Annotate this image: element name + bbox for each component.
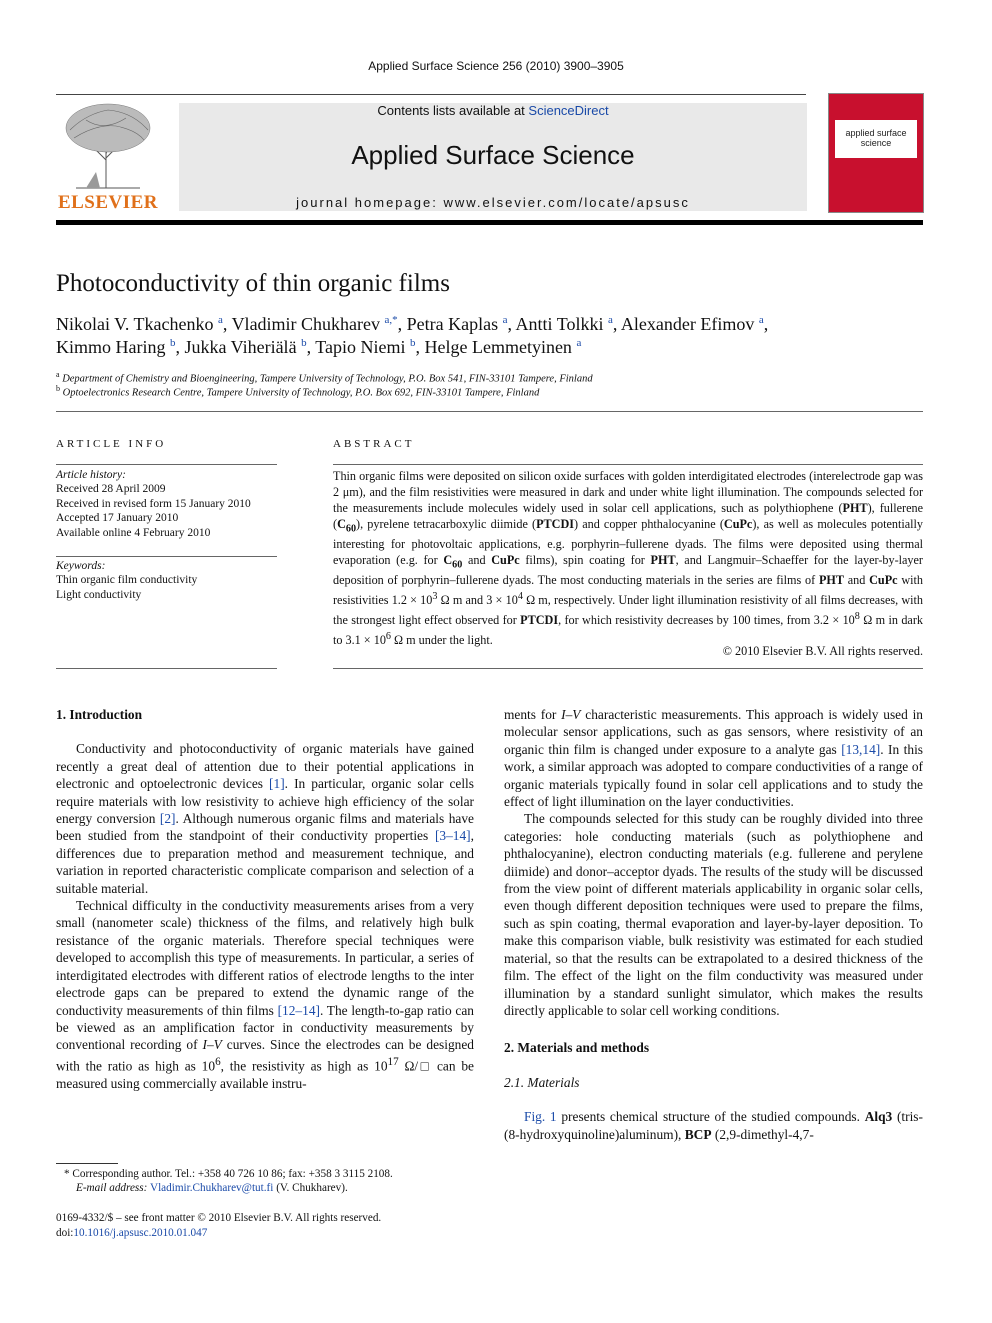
author-name: Petra Kaplas	[406, 314, 503, 334]
keywords-label: Keywords:	[56, 560, 106, 572]
subsection-heading-materials: 2.1. Materials	[504, 1074, 580, 1090]
contents-prefix: Contents lists available at	[377, 103, 529, 118]
elsevier-tree-icon	[56, 100, 160, 192]
author-name: Antti Tolkki	[515, 314, 608, 334]
author-affiliation-marker[interactable]: a	[758, 314, 764, 326]
elsevier-wordmark: ELSEVIER	[57, 192, 159, 213]
journal-homepage[interactable]: journal homepage: www.elsevier.com/locate/apsusc	[296, 195, 690, 210]
journal-citation: Applied Surface Science 256 (2010) 3900–3905	[368, 59, 624, 73]
affiliation-b: $^b$ Optoelectronics Research Centre, Tampere University of Technology, P.O. Box 692, FIN-33101 Tampere, Finland	[56, 384, 540, 399]
doi-label: doi:	[56, 1227, 74, 1239]
author-list-line-1	[56, 314, 768, 335]
contents-line	[179, 103, 807, 118]
section-heading-introduction: 1. Introduction	[56, 707, 143, 722]
author-name: Alexander Efimov	[620, 314, 759, 334]
keyword-item: Light conductivity	[56, 588, 142, 601]
issn-line: 0169-4332/$ – see front matter © 2010 Elsevier B.V. All rights reserved.	[56, 1212, 382, 1224]
author-separator: ,	[415, 337, 425, 357]
keyword-item: Thin organic film conductivity	[56, 574, 198, 587]
article-history	[56, 468, 251, 540]
abstract-rule	[333, 464, 923, 465]
sciencedirect-link[interactable]: ScienceDirect	[528, 103, 609, 118]
abstract-text: Thin organic films were deposited on silicon oxide surfaces with golden interdigitated electrodes (interelectrode gap was 2 μm), and the film resistivities were measured in dark and under white light illumination. The compounds selected for the measurements include molecules widely used in solar cell applications, such as polythiophene (PHT), fullerene $(C_{60})$, pyrelene tetracarboxylic diimide (PTCDI) and copper phthalocyanine (CuPc), as well as molecules potentially interesting for photovoltaic applications, e.g. porphyrin–fullerene dyads. The films were deposited using thermal evaporation (e.g. for $C_{60}$ and CuPc films), spin coating for PHT, and Langmuir–Schaeffer for the layer-by-layer deposition of porphyrin–fullerene dyads. The most conducting materials in the series are films of PHT and CuPc with resistivities $1.2 \times 10^3$ Ω m and $3 \times 10^4$ Ω m, respectively. Under light illumination resistivity of all films decreases, with the strongest light effect observed for PTCDI, for which resistivity decreases by 100 times, from $3.2 \times 10^8$ Ω m in dark to $3.1 \times 10^6$ Ω m under the light.	[333, 469, 924, 648]
author-name: Helge Lemmetyinen	[424, 337, 577, 357]
abstract-bottom-rule	[333, 668, 923, 669]
history-label: Article history:	[56, 469, 126, 481]
corresponding-author-footnote	[56, 1167, 476, 1195]
author-affiliation-marker[interactable]: a,*	[384, 314, 398, 326]
author-separator: ,	[222, 314, 232, 334]
author-affiliation-marker[interactable]: a	[217, 314, 223, 326]
doi-line	[56, 1226, 476, 1241]
history-online: Available online 4 February 2010	[56, 526, 211, 539]
section-heading-methods: 2. Materials and methods	[504, 1040, 650, 1056]
citation-link[interactable]: [1]	[269, 776, 285, 792]
body-paragraph: Fig. 1 presents chemical structure of the studied compounds. Alq3 (tris-(8-hydroxyquinoline)aluminum), BCP (2,9-dimethyl-4,7-	[504, 1109, 923, 1142]
body-column-left	[56, 706, 474, 1092]
article-info-heading: ARTICLE INFO	[56, 438, 167, 450]
author-affiliation-marker[interactable]: b	[170, 337, 176, 349]
body-column-right	[504, 706, 923, 1143]
citation-link[interactable]: [12–14]	[277, 1002, 320, 1018]
author-separator: ,	[612, 314, 621, 334]
author-affiliation-marker[interactable]: b	[301, 337, 307, 349]
author-affiliation-marker[interactable]: a	[576, 337, 582, 349]
footnote-rule	[56, 1163, 118, 1164]
email-link[interactable]: Vladimir.Chukharev@tut.fi	[149, 1182, 274, 1194]
author-name: Jukka Viheriälä	[184, 337, 302, 357]
article-info-bottom-rule	[56, 668, 277, 669]
author-affiliation-marker[interactable]: a	[502, 314, 508, 326]
keywords-rule	[56, 556, 277, 557]
author-separator: ,	[306, 337, 316, 357]
figure-link[interactable]: Fig. 1	[524, 1109, 557, 1125]
author-affiliation-marker[interactable]: b	[409, 337, 416, 349]
cover-label-box	[835, 120, 917, 158]
author-separator: ,	[507, 314, 516, 334]
masthead-top-rule	[56, 94, 806, 95]
body-paragraph: Technical difficulty in the conductivity measurements arises from a very small (nanometer scale) thickness of the films, and relatively high bulk resistance of the organic materials. Therefore special techniques were developed to accomplish this type of measurements. In particular, a series of interdigitated electrodes with different ratios of electrode lengths to the inter electrode gaps can be prepared to extend the dynamic range of the conductivity measurements of thin films [12–14]. The length-to-gap ratio can be viewed as an amplification factor in conductivity measurements by conventional recording of I–V curves. Since the electrodes can be designed with the ratio as high as $10^6$, the resistivity as high as $10^{17}$ Ω/□ can be measured using commercially available instru-	[56, 898, 474, 1091]
elsevier-logo	[56, 100, 160, 214]
citation-link[interactable]: [2]	[159, 811, 176, 827]
front-matter	[56, 1211, 476, 1241]
abstract-heading: ABSTRACT	[333, 438, 415, 450]
citation-link[interactable]: [13,14]	[841, 741, 881, 757]
author-name: Vladimir Chukharev	[231, 314, 385, 334]
author-name: Kimmo Haring	[56, 337, 170, 357]
author-separator: ,	[763, 314, 769, 334]
article-info-rule	[56, 464, 277, 465]
header-divider	[56, 220, 923, 225]
author-separator: ,	[397, 314, 407, 334]
keywords	[56, 559, 197, 602]
paper-title: Photoconductivity of thin organic films	[56, 270, 450, 297]
journal-name: Applied Surface Science	[351, 140, 635, 170]
author-separator: ,	[175, 337, 185, 357]
affiliation-a: $^a$ Department of Chemistry and Bioengineering, Tampere University of Technology, P.O. Box 541, FIN-33101 Tampere, Finland	[56, 370, 593, 385]
doi-link[interactable]: 10.1016/j.apsusc.2010.01.047	[73, 1227, 208, 1239]
body-paragraph: The compounds selected for this study can be roughly divided into three categories: hole conducting materials (such as polythiophene and phthalocyanine), electron conducting materials (e.g. fullerene and perylene diimide) and donor–acceptor dyads. The results of the study will be discussed from the view point of different materials applicability in organic solar cells, even though different deposition techniques were used to prepare the films, such as spin coating, thermal evaporation and layer-by-layer deposition. To make this comparison viable, bulk resistivity was estimated for each studied material, so that the results can be extrapolated to a desired thickness of the film. The effect of the light on the film conductivity was measured under illumination by a standard sunlight simulator, which makes the results directly applicable to solar cell working conditions.	[504, 811, 923, 1018]
citation-link[interactable]: [3–14]	[434, 828, 471, 844]
corresponding-contact: * Corresponding author. Tel.: +358 40 726 10 86; fax: +358 3 3115 2108.	[64, 1168, 393, 1180]
history-received: Received 28 April 2009	[56, 483, 166, 496]
email-line	[56, 1181, 476, 1195]
email-suffix: (V. Chukharev).	[273, 1182, 348, 1194]
author-affiliation-marker[interactable]: a	[607, 314, 613, 326]
body-paragraph: Conductivity and photoconductivity of organic materials have gained recently a great deal of attention due to their potential applications in electronic and optoelectronic devices [1]. In particular, organic solar cells require materials with low resistivity to achieve high efficiency of the solar energy conversion [2]. Although numerous organic films and materials have been studied from the standpoint of their conductivity properties [3–14], differences due to preparation method and measurement technique, and variation in reported characteristic complicate comparison and selection of a suitable material.	[56, 741, 474, 896]
history-accepted: Accepted 17 January 2010	[56, 512, 179, 525]
affiliation-divider	[56, 411, 923, 412]
cover-title: applied surface science	[845, 128, 907, 148]
journal-cover-thumbnail	[828, 93, 924, 213]
author-name: Nikolai V. Tkachenko	[56, 314, 218, 334]
body-paragraph: ments for I–V characteristic measurements. This approach is widely used in molecular sensor applications, such as gas sensors, where resistivity of an organic thin film is changed under exposure to a analyte gas [13,14]. In this work, a similar approach was adopted to compare conductivities of a range of organic materials typically found in solar cell applications and to study the effect of light illumination on the layer conductivities.	[504, 707, 924, 810]
email-label: E-mail address:	[76, 1182, 148, 1194]
author-list-line-2	[56, 337, 581, 358]
author-name: Tapio Niemi	[315, 337, 410, 357]
abstract-copyright: © 2010 Elsevier B.V. All rights reserved.	[722, 644, 923, 658]
history-revised: Received in revised form 15 January 2010	[56, 497, 251, 510]
